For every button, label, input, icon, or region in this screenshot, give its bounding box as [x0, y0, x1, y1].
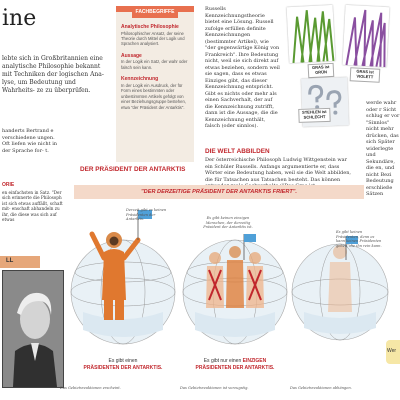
glossary-def-2: In der Logik ein Satz, der wahr oder falsch sein kann.: [121, 59, 188, 70]
card-grass-violet: [342, 5, 389, 80]
portrait-photo: [2, 270, 64, 388]
panel-3-footnote: Das Gebietsreaktionen abhängen.: [290, 386, 352, 390]
panel-3: [290, 200, 390, 400]
glossary-def-1: Philosophischer Ansatz, der seine Theorie durch Mittel der Logik und Sprachen analysiert.: [121, 30, 185, 47]
globe-panel-1: [68, 200, 178, 370]
portrait-label: LL: [6, 258, 14, 264]
right-body-text-2: Der österreichische Philosoph Ludwig Wittgenstein war ein Schüler Russells. Anfangs argumentierte er, dass Wörter eine Bedeutung haben, weil sie die Welt abbilden, die für Tatsachen aus Tatsachen besteht. Das können: [205, 157, 352, 183]
card-label-grass-violet: GRAS ist VIOLETT: [350, 67, 381, 82]
globe-panel-3: [290, 200, 390, 370]
card-label-stones: STEHLEN ist SCHLECHT: [298, 108, 330, 123]
card-stones: [301, 77, 349, 127]
panel-4-caption: Wer: [387, 348, 397, 354]
panel-1-footnote: Das Gebietsreaktionen erscheint.: [60, 386, 121, 390]
panel-1-caption: [76, 358, 170, 371]
panel-1: [60, 200, 178, 400]
section-heading-world: DIE WELT ABBILDEN: [205, 148, 270, 155]
panel-1-caption-red: PRÄSIDENTEN DER ANTARKTIS.: [83, 364, 163, 371]
glossary-title: FACHBEGRIFFE: [132, 6, 178, 18]
glossary-term-2: Aussage: [121, 52, 142, 59]
panel-2-caption-red: PRÄSIDENTEN DER ANTARKTIS.: [195, 364, 275, 371]
statement-banner: [74, 185, 364, 199]
glossary-def-3: In der Logik ein Ausdruck, der für Form eines bestimmten oder unbestimmten Artikels gefolgt von einer Beziehungsgruppe bestehen, etwa "der Präsident der Antarktis".: [121, 82, 186, 110]
section-heading-president: DER PRÄSIDENT DER ANTARKTIS: [80, 166, 186, 173]
right-body-text-1: Russells Kennzeichnungstheorie bietet eine Lösung. Russell zufolge erfüllen definite Kennzeichnungen (bestimmter Artikel), wie "der gegenwärtige König von Frankreich". Ihre Bedeutung nicht, weil sie sich direkt auf etwas beziehen, sondern weil sie sagen, dass es etwas Einziges gibt, das dieser Kennzeichnung entspricht. Gibt es nichts oder mehr als einen Sachverhalt, der auf die Kennzeichnung zutrifft, dann ist die Aussage, die die Kennzeichnung enthält, falsch (oder sinnlos).: [205, 6, 280, 129]
panel-2-caption: [186, 358, 284, 371]
panel-1-caption-pre: Es gibt einen: [108, 358, 138, 364]
panel-1-note: Derzeit gibt es keinen Präsidenten der Antarktis.: [126, 208, 167, 222]
left-sub-body: en einfachsten in Satz. "Der sich erinnerte die Philosoph ist sich etwas auffällt, schaft mit- enschaft abhandeln zu ihr, die diese was sich auf etwas: [2, 190, 63, 223]
corner-heading: ine: [2, 6, 37, 31]
panel-4: [386, 340, 400, 364]
left-body-text: handerts Bertrand e verschiedene ungen. Oft liefen wie nicht in der Sprache for- t.: [2, 128, 58, 154]
glossary-term-1: Analytische Philosophie: [121, 24, 179, 30]
far-right-body-text: werde wahr oder r Sicht schlug er vor "Sinnlos" nicht mehr drücken, das sich Später widerlegte und Sekundäre, die en, und nicht Bezi Bedeutung erschließe Sätzen: [366, 100, 400, 197]
left-intro-text: lebte sich in Großbritannien eine analytische Philosophie bekannt mit Techniken der logischen Ana- lyse, um Bedeutung und Wahrheits- ze zu überprüfen.: [2, 55, 104, 95]
card-grass-green: [287, 5, 336, 75]
portrait-label-box: [0, 256, 40, 268]
panel-2-note: Es gibt keinen einzigen Menschen, der derzeitig Präsident der Antarktis ist.: [203, 216, 253, 230]
panel-3-note: Es gibt keinen Präsidenten, denn es kann keinen Präsidenten geben, die ihn rein kann.: [336, 230, 382, 249]
statement-banner-text: "DER DERZEITIGE PRÄSIDENT DER ANTARKTIS FRIERT".: [141, 189, 297, 195]
panel-2: [180, 200, 290, 400]
panel-2-caption-red-word: EINZIGEN: [242, 358, 267, 364]
panel-2-caption-pre: Es gibt nur einen: [203, 358, 242, 364]
glossary-term-3: Kennzeichnung: [121, 76, 159, 83]
glossary-box: [116, 6, 194, 162]
card-label-grass-green: GRAS ist GRÜN: [308, 63, 335, 78]
panel-2-footnote: Das Gebietsreaktionen ist vorzugstig.: [180, 386, 249, 390]
left-subheading: ORIE: [2, 182, 15, 188]
